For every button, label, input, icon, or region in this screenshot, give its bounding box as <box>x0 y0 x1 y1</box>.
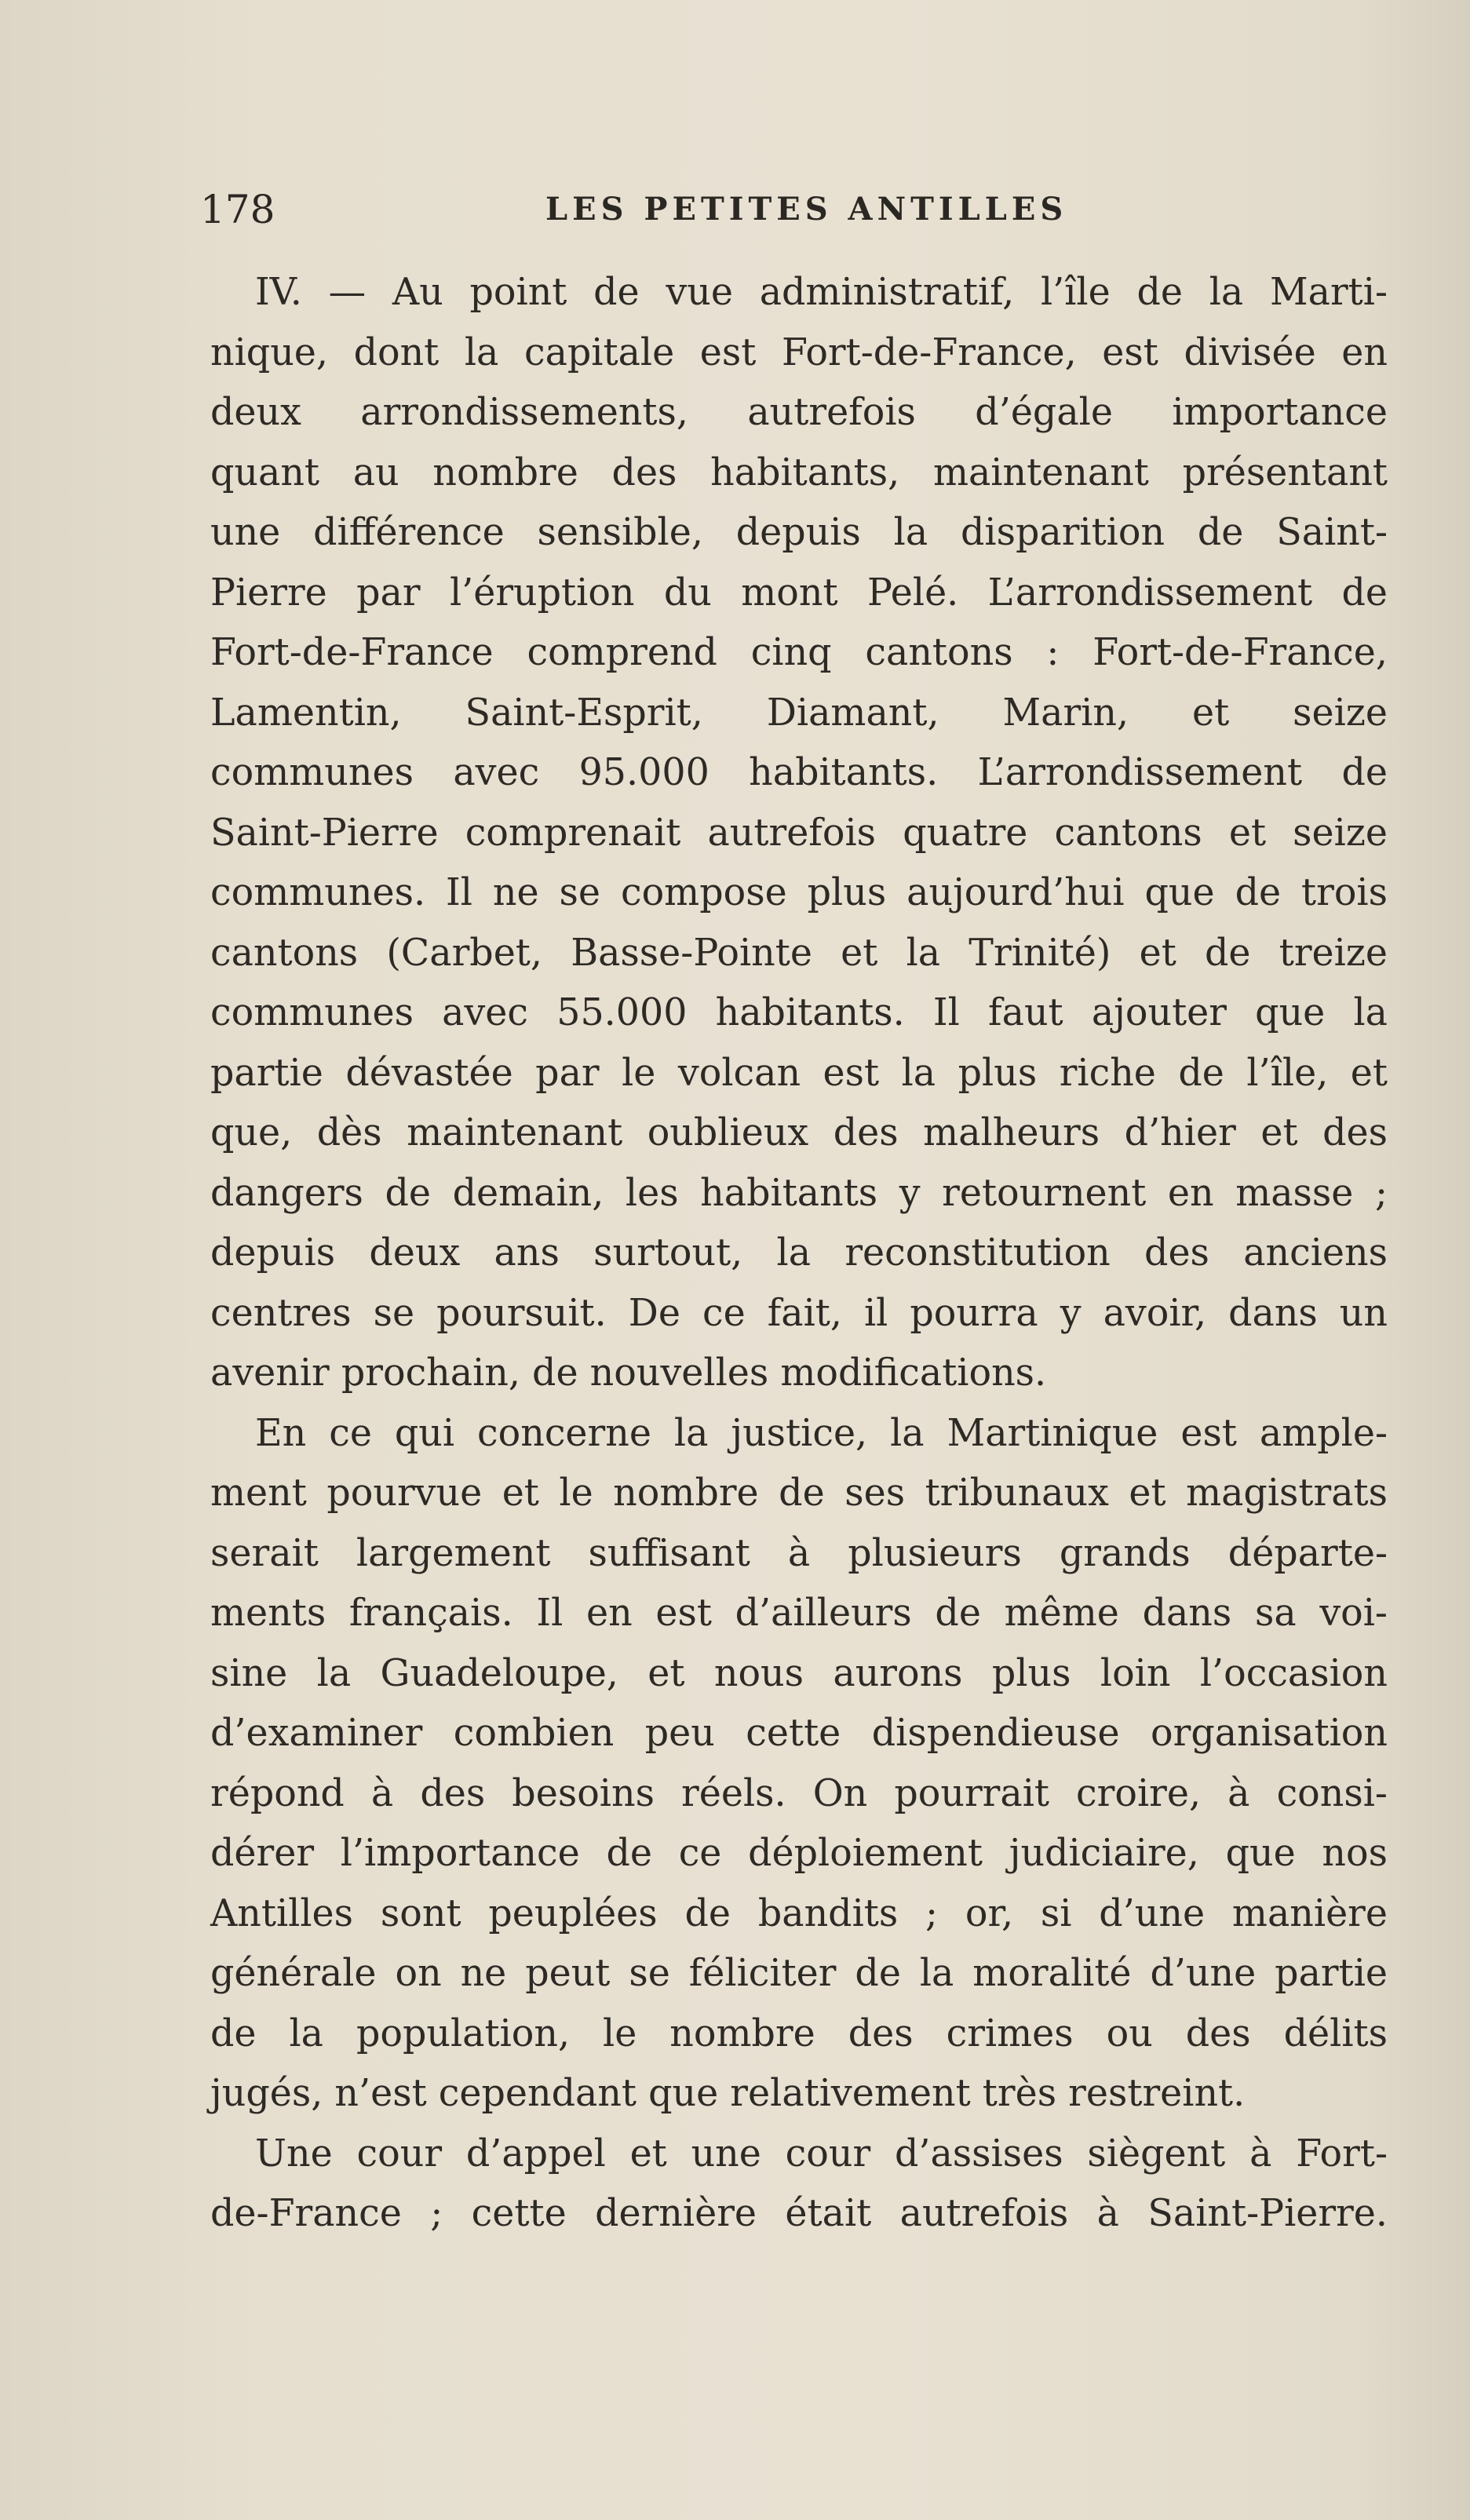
text-line: de la population, le nombre des crimes ou des délits <box>210 2011 1388 2055</box>
text-line: quant au nombre des habitants, maintenant présentant <box>210 450 1388 494</box>
paragraph-justice <box>210 1404 1388 2124</box>
text-line: Lamentin, Saint-Esprit, Diamant, Marin, et seize <box>210 691 1388 735</box>
page-number: 178 <box>200 187 275 232</box>
text-line: communes avec 95.000 habitants. L’arrondissement de <box>210 751 1388 794</box>
text-line: Fort-de-France comprend cinq cantons : Fort-de-France, <box>210 631 1388 674</box>
text-line: En ce qui concerne la justice, la Martinique est ample- <box>255 1411 1388 1455</box>
text-line: partie dévastée par le volcan est la plus riche de l’île, et <box>210 1051 1388 1095</box>
paragraph-administration <box>210 263 1388 1404</box>
text-line: centres se poursuit. De ce fait, il pourra y avoir, dans un <box>210 1291 1388 1335</box>
text-line: que, dès maintenant oublieux des malheurs d’hier et des <box>210 1111 1388 1154</box>
text-line: de-France ; cette dernière était autrefois à Saint-Pierre. <box>210 2192 1388 2235</box>
text-line: nique, dont la capitale est Fort-de-France, est divisée en <box>210 330 1388 374</box>
text-line: communes avec 55.000 habitants. Il faut ajouter que la <box>210 991 1388 1034</box>
text-line: deux arrondissements, autrefois d’égale importance <box>210 391 1388 434</box>
text-line: Antilles sont peuplées de bandits ; or, si d’une manière <box>210 1891 1388 1935</box>
text-line: une différence sensible, depuis la disparition de Saint- <box>210 511 1388 554</box>
text-line: communes. Il ne se compose plus aujourd’hui que de trois <box>210 871 1388 914</box>
text-line: d’examiner combien peu cette dispendieuse organisation <box>210 1712 1388 1755</box>
text-body <box>210 263 1388 2245</box>
text-line: Saint-Pierre comprenait autrefois quatre cantons et seize <box>210 811 1388 855</box>
text-line: IV. — Au point de vue administratif, l’île de la Marti- <box>255 271 1388 314</box>
text-line: Une cour d’appel et une cour d’assises siègent à Fort- <box>255 2132 1388 2175</box>
text-line: sine la Guadeloupe, et nous aurons plus loin l’occasion <box>210 1651 1388 1695</box>
text-line: générale on ne peut se féliciter de la moralité d’une partie <box>210 1952 1388 1995</box>
text-line: serait largement suffisant à plusieurs grands départe- <box>210 1531 1388 1575</box>
text-line: Pierre par l’éruption du mont Pelé. L’arrondissement de <box>210 571 1388 615</box>
running-head <box>200 182 1393 237</box>
text-line: ment pourvue et le nombre de ses tribunaux et magistrats <box>210 1472 1388 1515</box>
text-line: cantons (Carbet, Basse-Pointe et la Trinité) et de treize <box>210 931 1388 975</box>
running-title: LES PETITES ANTILLES <box>545 191 1068 228</box>
text-line: dangers de demain, les habitants y retournent en masse ; <box>210 1171 1388 1215</box>
text-line: depuis deux ans surtout, la reconstitution des anciens <box>210 1231 1388 1275</box>
text-line: avenir prochain, de nouvelles modifications. <box>210 1351 1047 1395</box>
text-line: jugés, n’est cependant que relativement très restreint. <box>210 2072 1246 2115</box>
text-line: répond à des besoins réels. On pourrait croire, à consi- <box>210 1771 1388 1815</box>
paragraph-courts <box>210 2124 1388 2245</box>
text-line: ments français. Il en est d’ailleurs de même dans sa voi- <box>210 1592 1388 1635</box>
text-line: dérer l’importance de ce déploiement judiciaire, que nos <box>210 1832 1388 1875</box>
